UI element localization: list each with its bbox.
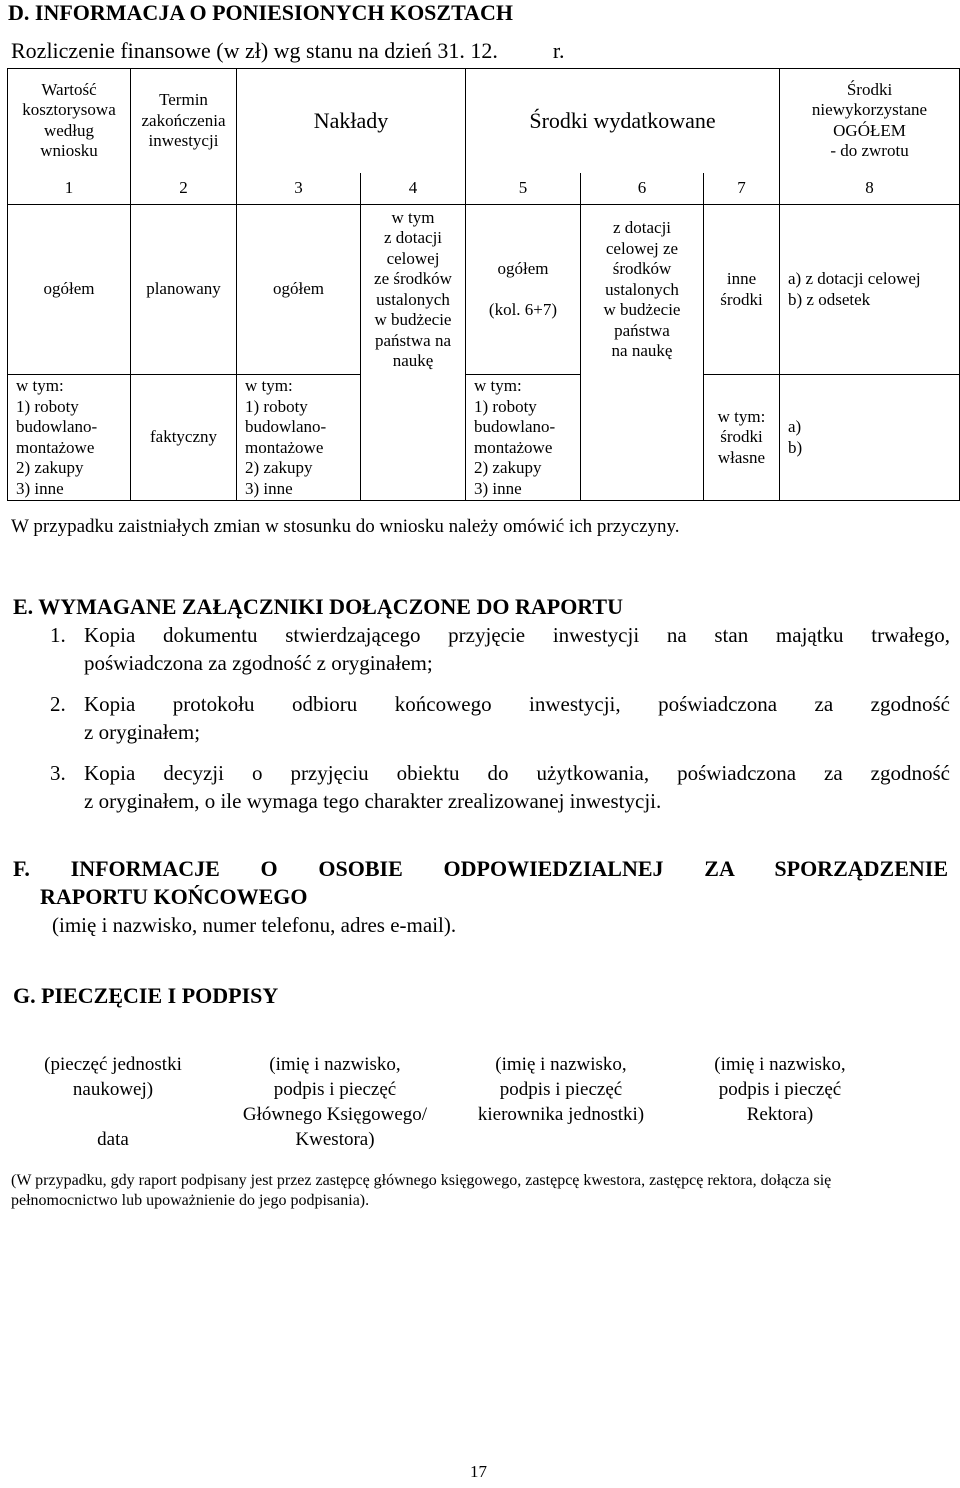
item-number: 1. xyxy=(50,623,66,647)
item-text-line2: poświadczona za zgodność z oryginałem; xyxy=(84,651,433,675)
cell-total: ogółem xyxy=(237,205,361,375)
col-number: 5 xyxy=(466,173,581,205)
col-number: 4 xyxy=(361,173,466,205)
col-number: 8 xyxy=(780,173,960,205)
col-number: 1 xyxy=(8,173,131,205)
list-item xyxy=(50,690,950,746)
section-f-title: F. INFORMACJE O OSOBIE ODPOWIEDZIALNEJ ZA SPORZĄDZENIE xyxy=(13,856,948,881)
page-number: 17 xyxy=(470,1462,487,1481)
item-text-line1: Kopia protokołu odbioru końcowego inwestycji, poświadczona za zgodność xyxy=(84,692,950,716)
cell-targeted-subsidy: w tym z dotacji celowej ze środków ustalonych w budżecie państwa na naukę xyxy=(361,205,466,375)
cell-planned: planowany xyxy=(131,205,237,375)
signature-chief-accountant: (imię i nazwisko, podpis i pieczęć Głównego Księgowego/ Kwestora) xyxy=(242,1054,428,1150)
col-number: 3 xyxy=(237,173,361,205)
col-number: 7 xyxy=(704,173,780,205)
financial-table xyxy=(7,68,960,501)
section-e-title: E. WYMAGANE ZAŁĄCZNIKI DOŁĄCZONE DO RAPORTU xyxy=(13,594,623,619)
header-value-by-application: Wartość kosztorysowa według wniosku xyxy=(8,69,131,173)
item-text-line1: Kopia dokumentu stwierdzającego przyjęcie inwestycji na stan majątku trwałego, xyxy=(84,623,950,647)
table-header-row xyxy=(8,69,960,173)
item-text-line2: z oryginałem, o ile wymaga tego charakter zrealizowanej inwestycji. xyxy=(84,789,662,813)
header-expenditures: Nakłady xyxy=(237,69,466,173)
col-number: 2 xyxy=(131,173,237,205)
item-number: 3. xyxy=(50,761,66,785)
table-number-row xyxy=(8,173,960,205)
cell-subsidy-spent: z dotacji celowej ze środków ustalonych w budżecie państwa na naukę xyxy=(581,205,704,375)
cell-empty xyxy=(581,375,704,501)
item-text-line2: z oryginałem; xyxy=(84,720,201,744)
cell-breakdown: w tym: 1) roboty budowlano- montażowe 2) zakupy 3) inne xyxy=(466,375,581,501)
cell-actual: faktyczny xyxy=(131,375,237,501)
signature-unit-head: (imię i nazwisko, podpis i pieczęć kierownika jednostki) xyxy=(477,1054,645,1125)
cell-empty xyxy=(361,375,466,501)
cell-own-funds: w tym: środki własne xyxy=(704,375,780,501)
cell-ab-values: a) b) xyxy=(780,375,960,501)
section-g-title: G. PIECZĘCIE I PODPISY xyxy=(13,983,279,1008)
table-row xyxy=(8,205,960,375)
signature-unit-seal: (pieczęć jednostki naukowej) data xyxy=(44,1054,182,1150)
cell-breakdown: w tym: 1) roboty budowlano- montażowe 2) zakupy 3) inne xyxy=(237,375,361,501)
cell-total-label: ogółem xyxy=(497,259,549,278)
cell-total: ogółem xyxy=(8,205,131,375)
list-item xyxy=(50,621,950,677)
section-d-subtitle: Rozliczenie finansowe (w zł) wg stanu na dzień 31. 12. r. xyxy=(11,38,565,63)
cell-total-formula: (kol. 6+7) xyxy=(488,299,558,319)
cell-unused-breakdown: a) z dotacji celowej b) z odsetek xyxy=(780,205,960,375)
item-number: 2. xyxy=(50,692,66,716)
table-note: W przypadku zaistniałych zmian w stosunku do wniosku należy omówić ich przyczyny. xyxy=(11,516,680,537)
section-d-title: D. INFORMACJA O PONIESIONYCH KOSZTACH xyxy=(8,0,514,25)
header-unused-funds: Środki niewykorzystane OGÓŁEM - do zwrotu xyxy=(780,69,960,173)
section-f-detail: (imię i nazwisko, numer telefonu, adres e-mail). xyxy=(52,913,457,937)
header-funds-spent: Środki wydatkowane xyxy=(466,69,780,173)
signature-rector: (imię i nazwisko, podpis i pieczęć Rektora) xyxy=(714,1054,846,1125)
cell-breakdown: w tym: 1) roboty budowlano- montażowe 2) zakupy 3) inne xyxy=(8,375,131,501)
item-text-line1: Kopia decyzji o przyjęciu obiektu do użytkowania, poświadczona za zgodność xyxy=(84,761,950,785)
section-f-title-line2: RAPORTU KOŃCOWEGO xyxy=(40,884,308,909)
signature-footnote: (W przypadku, gdy raport podpisany jest przez zastępcę głównego księgowego, zastępcę kwestora, zastępcę rektora, dołącza się pełnomocnictwo lub upoważnienie do jego podpisania). xyxy=(11,1172,832,1209)
cell-other-funds: inne środki xyxy=(704,205,780,375)
col-number: 6 xyxy=(581,173,704,205)
cell-total-cols-6-7 xyxy=(466,205,581,375)
table-row xyxy=(8,375,960,501)
list-item xyxy=(50,759,950,815)
header-completion-date: Termin zakończenia inwestycji xyxy=(131,69,237,173)
